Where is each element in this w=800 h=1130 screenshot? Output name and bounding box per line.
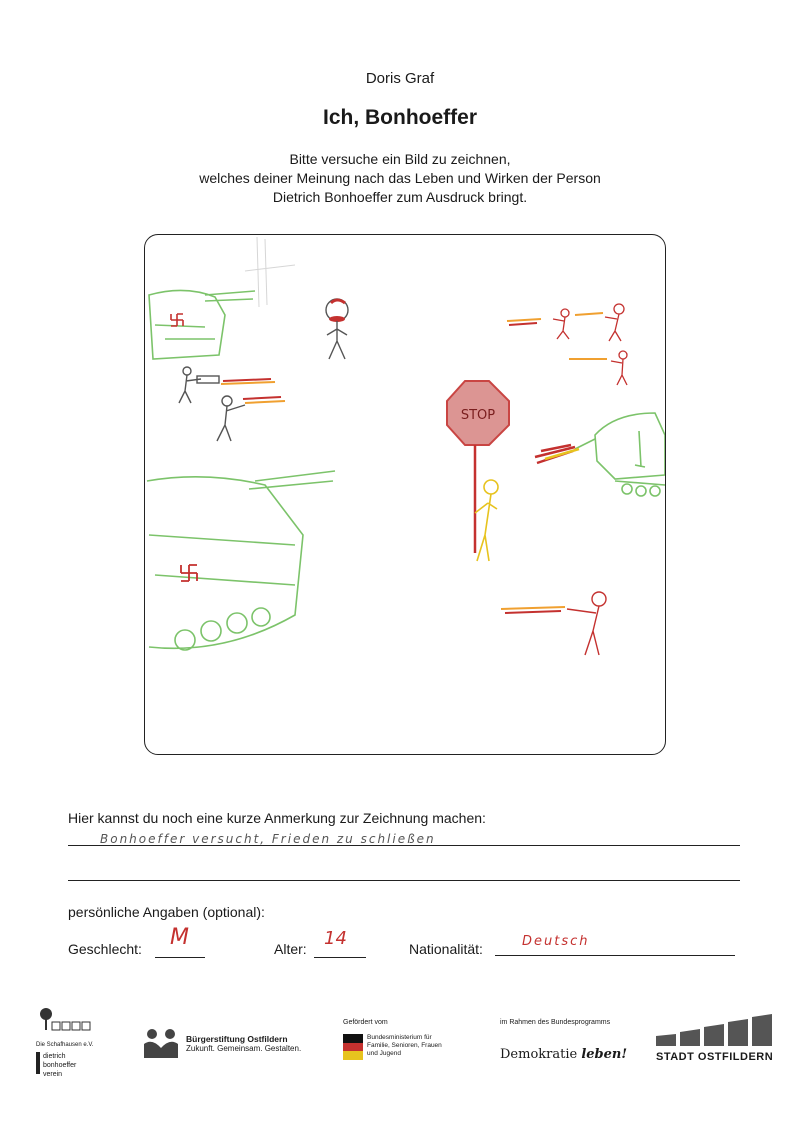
swastika-top-left (171, 314, 183, 326)
verein-logo (36, 1006, 106, 1079)
note-line-2 (68, 880, 740, 881)
tank-bottom-left (147, 471, 335, 650)
demokratie-word: Demokratie (500, 1047, 578, 1062)
soldier-4 (605, 304, 624, 341)
instruction-line-3: Dietrich Bonhoeffer zum Ausdruck bringt. (272, 189, 528, 205)
gender-value[interactable]: M (170, 925, 189, 950)
stiftung-logo (142, 1028, 301, 1058)
gunfire-bottom-right (501, 607, 565, 613)
rahmen-text: im Rahmen des Bundesprogramms (500, 1019, 611, 1026)
soldier-3 (553, 309, 569, 339)
stadt-logo (656, 1014, 774, 1063)
soldier-5 (611, 351, 627, 385)
gefoerdert-text: Gefördert vom (343, 1019, 388, 1026)
faint-sketch (245, 237, 295, 307)
instruction-line-1: Bitte versuche ein Bild zu zeichnen, (289, 151, 511, 167)
nationality-value[interactable]: Deutsch (522, 934, 590, 949)
soldier-6 (567, 592, 606, 655)
verein-name: dietrich bonhoeffer verein (43, 1053, 77, 1078)
nationality-label: Nationalität: (409, 941, 483, 957)
soldier-2 (217, 396, 245, 441)
leader-figure (326, 299, 348, 359)
soldier-1 (179, 367, 219, 403)
personal-heading: persönliche Angaben (optional): (68, 904, 265, 920)
note-prompt: Hier kannst du noch eine kurze Anmerkung zur Zeichnung machen: (68, 810, 486, 826)
tank-fire (535, 445, 579, 463)
gender-label: Geschlecht: (68, 941, 142, 957)
age-value[interactable]: 14 (324, 928, 347, 949)
bonhoeffer-figure (475, 480, 498, 561)
people-icon (142, 1028, 180, 1058)
tank-right (575, 413, 665, 496)
city-blocks-icon (656, 1014, 774, 1046)
age-line (314, 957, 366, 958)
verein-small-text: Die Schafhausen e.V. (36, 1042, 94, 1048)
gunfire-1 (221, 379, 275, 384)
instructions (0, 150, 800, 207)
note-answer[interactable]: Bonhoeffer versucht, Frieden zu schließen (100, 832, 436, 846)
stop-sign-text: STOP (460, 408, 496, 423)
age-label: Alter: (274, 941, 307, 957)
stop-sign (447, 381, 509, 553)
stiftung-name: Bürgerstiftung Ostfildern (186, 1033, 288, 1044)
stadt-name: STADT OSTFILDERN (656, 1051, 774, 1063)
demokratie-logo (500, 1047, 627, 1062)
drawing-frame (144, 234, 666, 755)
ministry-name: Bundesministerium für Familie, Senioren, Frauen und Jugend (367, 1034, 442, 1057)
ministry-logo (343, 1034, 452, 1060)
note-line-1 (68, 845, 740, 846)
tree-icon (36, 1006, 96, 1036)
child-drawing (145, 235, 665, 754)
gunfire-2 (243, 397, 285, 403)
page-title: Ich, Bonhoeffer (322, 106, 477, 129)
stiftung-slogan: Zukunft. Gemeinsam. Gestalten. (186, 1043, 302, 1053)
verein-bar-icon (36, 1052, 40, 1074)
eagle-icon (343, 1034, 363, 1060)
tank-top-left (149, 290, 255, 359)
instruction-line-2: welches deiner Meinung nach das Leben und Wirken der Person (199, 170, 601, 186)
gender-line (155, 957, 205, 958)
nationality-line (495, 955, 735, 956)
leben-word: leben! (581, 1047, 628, 1062)
author-name: Doris Graf (365, 70, 435, 87)
